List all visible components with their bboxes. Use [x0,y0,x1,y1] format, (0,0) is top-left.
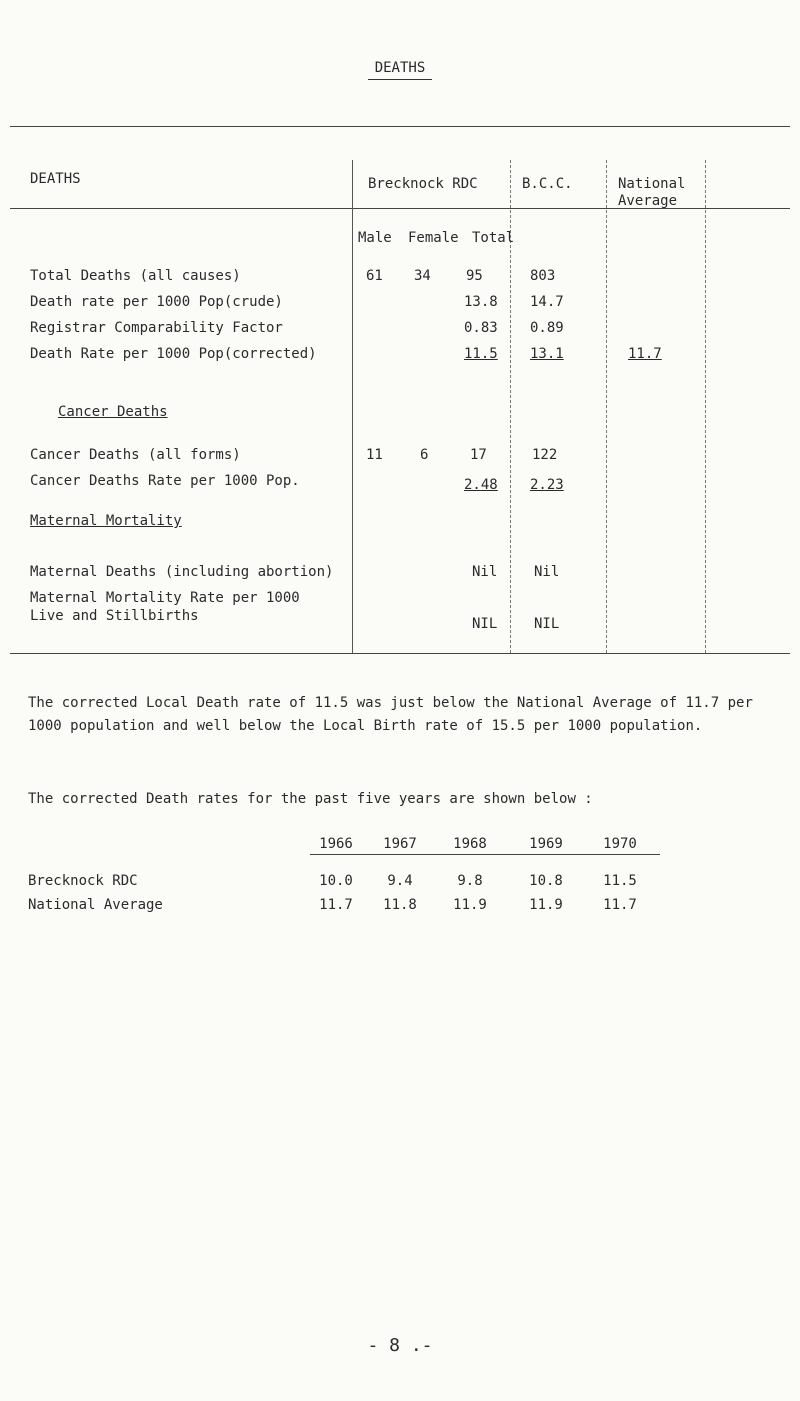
paragraph-five-years: The corrected Death rates for the past five years are shown below : [28,791,593,807]
year-header: 1966 [319,836,353,852]
table-bottom-rule [10,653,790,654]
table-top-rule [10,126,790,127]
cell-cancer-deaths-female: 6 [420,447,429,463]
rate-value: 11.9 [529,897,563,913]
rate-value: 11.8 [383,897,417,913]
rate-value: 11.7 [319,897,353,913]
year-header: 1967 [383,836,417,852]
cell-corrected-rate-total: 11.5 [464,346,498,362]
subheader-female: Female [408,230,459,246]
header-dcc: B.C.C. [522,176,573,192]
title-underline [368,79,432,80]
rate-value: 9.8 [457,873,483,889]
year-header: 1968 [453,836,487,852]
row-label-maternal-rate-line2: Live and Stillbirths [30,608,199,624]
rate-value: 11.7 [603,897,637,913]
cell-cancer-deaths-male: 11 [366,447,383,463]
years-underline [310,854,660,855]
divider-brecknock [352,160,353,653]
row-label-corrected-rate: Death Rate per 1000 Pop(corrected) [30,346,317,362]
row-label-crude-rate: Death rate per 1000 Pop(crude) [30,294,283,310]
rate-value: 10.0 [319,873,353,889]
subheader-total: Total [472,230,515,246]
cell-cancer-rate-dcc: 2.23 [530,477,564,493]
header-national-line2: Average [618,193,678,209]
row-label-cancer-deaths: Cancer Deaths (all forms) [30,447,241,463]
cell-cancer-deaths-total: 17 [470,447,487,463]
row-label-maternal-rate-line1: Maternal Mortality Rate per 1000 [30,590,300,606]
header-national-line1: National [618,176,686,192]
cell-crude-rate-dcc: 14.7 [530,294,564,310]
section-heading-cancer: Cancer Deaths [58,404,168,420]
rate-value: 11.9 [453,897,487,913]
cell-maternal-rate-dcc: NIL [534,616,560,632]
header-deaths: DEATHS [30,171,81,187]
cell-cancer-rate-total: 2.48 [464,477,498,493]
cell-corrected-rate-national: 11.7 [628,346,662,362]
page-number: - 8 .- [367,1335,433,1356]
row-label-total-deaths: Total Deaths (all causes) [30,268,241,284]
cell-total-deaths-dcc: 803 [530,268,556,284]
rate-value: 10.8 [529,873,563,889]
cell-total-deaths-female: 34 [414,268,431,284]
divider-right [705,160,706,653]
cell-comparability-dcc: 0.89 [530,320,564,336]
rates-row-label-brecknock: Brecknock RDC [28,873,138,889]
cell-total-deaths-male: 61 [366,268,383,284]
cell-maternal-deaths-dcc: Nil [534,564,560,580]
header-brecknock: Brecknock RDC [368,176,478,192]
cell-cancer-deaths-dcc: 122 [532,447,558,463]
cell-crude-rate-total: 13.8 [464,294,498,310]
paragraph-summary: The corrected Local Death rate of 11.5 was just below the National Average of 11.7 per 1000 population and well below the Local Birth rate of 15.5 per 1000 population. [28,695,753,734]
row-label-cancer-rate: Cancer Deaths Rate per 1000 Pop. [30,473,300,489]
year-header: 1970 [603,836,637,852]
cell-maternal-rate-total: NIL [472,616,498,632]
subheader-male: Male [358,230,392,246]
cell-maternal-deaths-total: Nil [472,564,498,580]
row-label-comparability: Registrar Comparability Factor [30,320,283,336]
cell-comparability-total: 0.83 [464,320,498,336]
page-title: DEATHS [374,60,426,76]
rate-value: 9.4 [387,873,413,889]
row-label-maternal-deaths: Maternal Deaths (including abortion) [30,564,334,580]
rate-value: 11.5 [603,873,637,889]
year-header: 1969 [529,836,563,852]
cell-total-deaths-total: 95 [466,268,483,284]
divider-national [606,160,607,653]
section-heading-maternal: Maternal Mortality [30,513,182,529]
rates-row-label-national: National Average [28,897,163,913]
cell-corrected-rate-dcc: 13.1 [530,346,564,362]
